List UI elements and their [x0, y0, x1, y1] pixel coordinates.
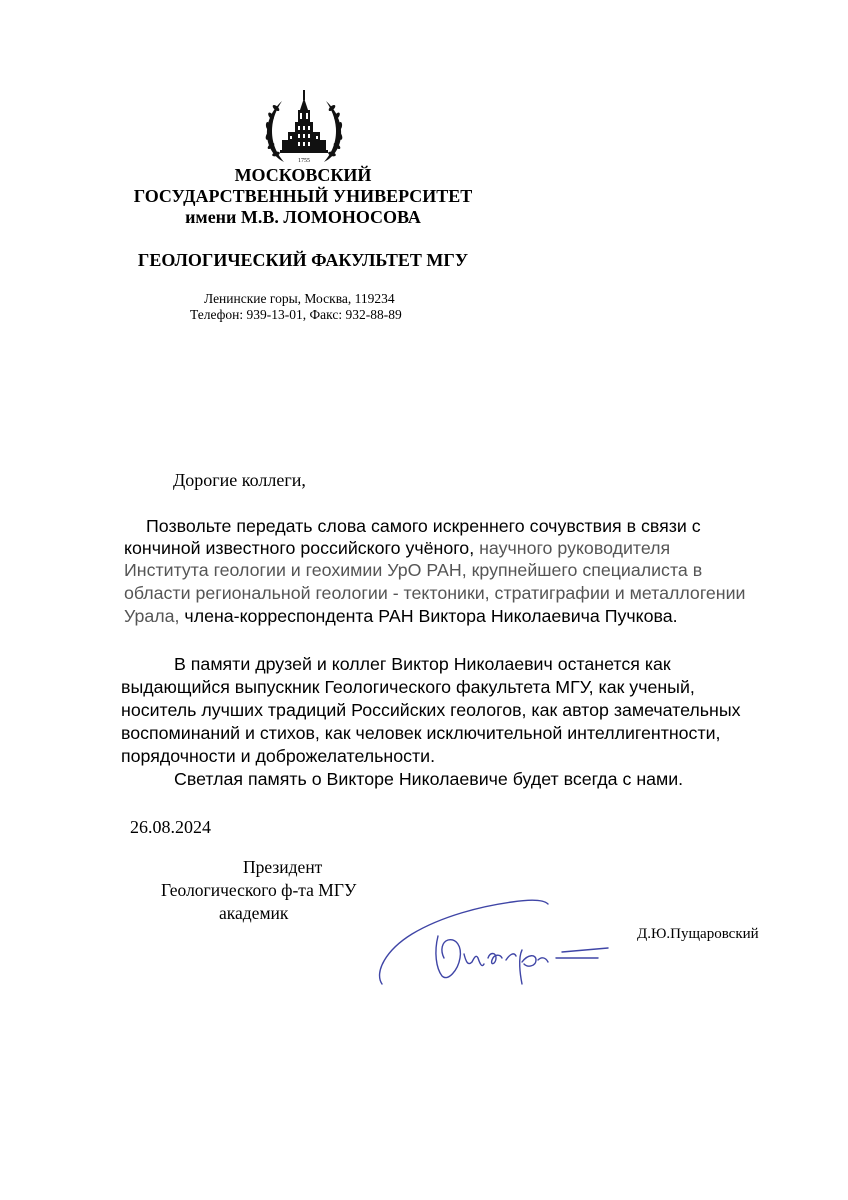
paragraph-1-line-3: Института геологии и геохимии УрО РАН, крупнейшего специалиста в [124, 560, 703, 580]
signatory-title-1: Президент [243, 857, 323, 877]
faculty-name: ГЕОЛОГИЧЕСКИЙ ФАКУЛЬТЕТ МГУ [137, 250, 469, 270]
letter-date: 26.08.2024 [130, 817, 211, 837]
paragraph-1-line-2-part-a: кончиной известного российского учёного, [124, 538, 475, 558]
msu-building-emblem-icon [262, 86, 346, 170]
paragraph-1-line-5 [124, 605, 678, 627]
signatory-title-3: академик [219, 903, 289, 923]
paragraph-1-line-2 [124, 537, 670, 559]
emblem-year: 1755 [298, 158, 310, 164]
paragraph-1-line-5-part-a: Урала, [124, 606, 180, 626]
university-name-line-3: имени М.В. ЛОМОНОСОВА [185, 207, 421, 227]
phone-fax: Телефон: 939-13-01, Факс: 932-88-89 [190, 307, 402, 322]
university-name-line-1: МОСКОВСКИЙ [234, 165, 372, 185]
handwritten-signature-icon [372, 896, 632, 992]
greeting: Дорогие коллеги, [173, 470, 306, 490]
university-name-line-2: ГОСУДАРСТВЕННЫЙ УНИВЕРСИТЕТ [133, 186, 473, 206]
paragraph-1-line-4: области региональной геологии - тектоники, стратиграфии и металлогении [124, 583, 746, 603]
signer-name: Д.Ю.Пущаровский [637, 926, 759, 942]
paragraph-1-line-5-part-b: члена-корреспондента РАН Виктора Николаевича Пучкова. [179, 606, 678, 626]
paragraph-3: Светлая память о Викторе Николаевиче будет всегда с нами. [174, 769, 684, 789]
paragraph-2-line-4: воспоминаний и стихов, как человек исключительной интеллигентности, [121, 723, 721, 743]
paragraph-1-line-1: Позвольте передать слова самого искреннего сочувствия в связи с [146, 516, 701, 536]
paragraph-2-line-1: В памяти друзей и коллег Виктор Николаевич останется как [174, 654, 671, 674]
paragraph-2-line-3: носитель лучших традиций Российских геологов, как автор замечательных [121, 700, 741, 720]
paragraph-2-line-5: порядочности и доброжелательности. [121, 746, 436, 766]
paragraph-2-line-2: выдающийся выпускник Геологического факультета МГУ, как ученый, [121, 677, 695, 697]
address: Ленинские горы, Москва, 119234 [204, 291, 395, 306]
paragraph-1-line-2-part-b: научного руководителя [474, 538, 671, 558]
signatory-title-2: Геологического ф-та МГУ [161, 880, 357, 900]
